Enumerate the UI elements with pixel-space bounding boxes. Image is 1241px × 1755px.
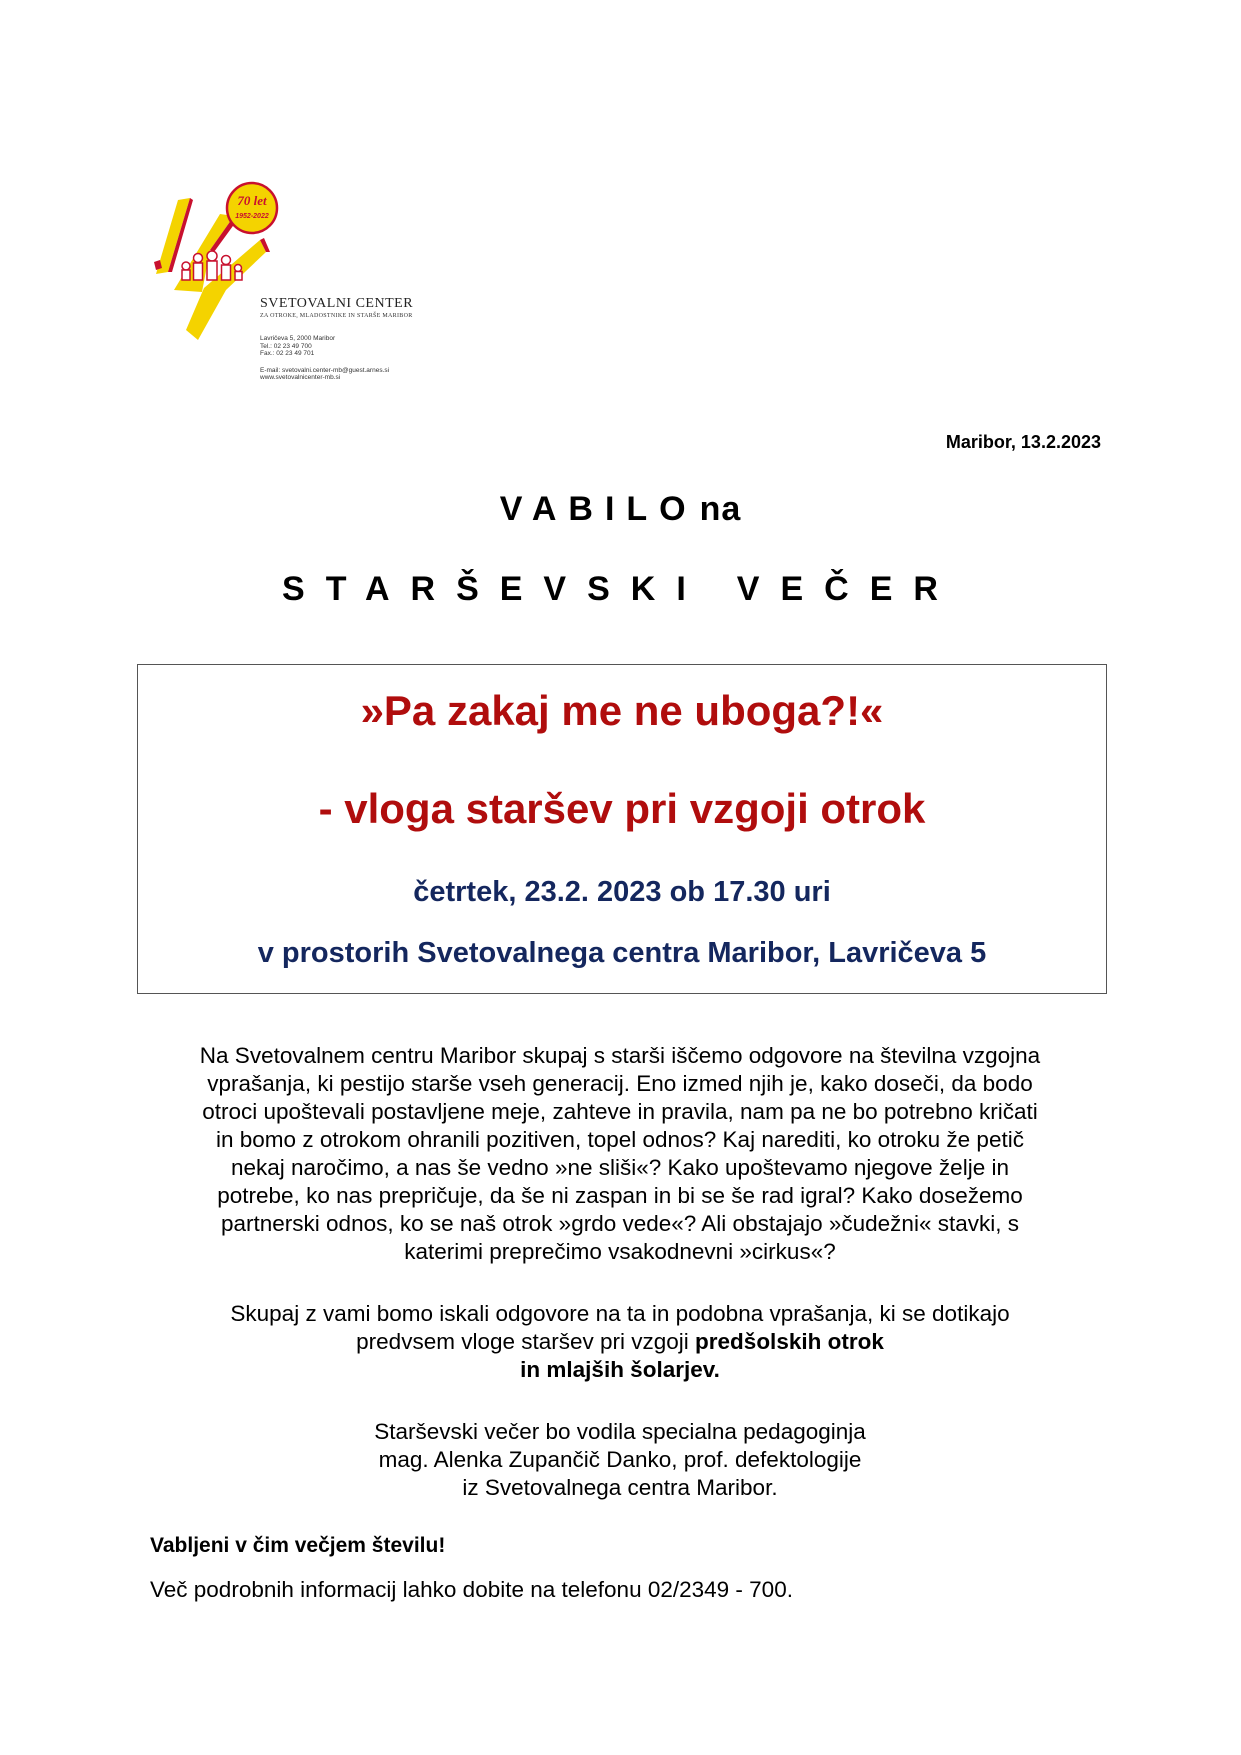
paragraph-topic	[140, 1300, 1100, 1384]
paragraph-line: katerimi preprečimo vsakodnevni »cirkus«?	[404, 1239, 836, 1264]
logo-web: www.svetovalnicenter-mb.si	[260, 374, 341, 381]
paragraph-line: nekaj naročimo, a nas še vedno »ne sliši«? Kako upoštevamo njegove želje in	[231, 1155, 1009, 1180]
title-na-word: na	[699, 490, 742, 528]
title-starsevski-vecer	[0, 570, 1241, 609]
document-date: Maribor, 13.2.2023	[945, 432, 1101, 452]
highlight-preschool: predšolskih otrok	[695, 1329, 884, 1354]
event-box	[137, 664, 1107, 994]
paragraph-line: partnerski odnos, ko se naš otrok »grdo vede«? Ali obstajajo »čudežni« stavki, s	[221, 1211, 1019, 1236]
logo-email: E-mail: svetovalni.center-mb@guest.arnes.si	[260, 366, 390, 374]
paragraph-text: predvsem vloge staršev pri vzgoji	[356, 1329, 696, 1354]
logo-contact-block	[260, 335, 389, 382]
title-starsevski-word: STARŠEVSKI	[282, 570, 707, 608]
logo-address: Lavričeva 5, 2000 Maribor	[260, 335, 336, 342]
event-location: v prostorih Svetovalnega centra Maribor, Lavričeva 5	[257, 937, 987, 969]
paragraph-line: otroci upoštevali postavljene meje, zahteve in pravila, nam pa ne bo potrebno kričati	[202, 1099, 1038, 1124]
logo-subtitle: ZA OTROKE, MLADOSTNIKE IN STARŠE MARIBOR	[260, 313, 413, 319]
paragraph-intro	[140, 1042, 1100, 1266]
paragraph-line: Starševski večer bo vodila specialna pedagoginja	[374, 1419, 866, 1444]
title-vabilo	[0, 490, 1241, 529]
badge-text-years: 70 let	[237, 193, 267, 208]
logo-fax: Fax.: 02 23 49 701	[260, 350, 315, 357]
title-vecer-word: VEČER	[736, 570, 959, 608]
logo-name: SVETOVALNI CENTER	[260, 296, 414, 311]
event-datetime: četrtek, 23.2. 2023 ob 17.30 uri	[413, 876, 831, 908]
anniversary-badge-icon	[222, 180, 282, 236]
paragraph-line	[140, 1356, 1100, 1384]
event-subtitle: - vloga staršev pri vzgoji otrok	[318, 785, 926, 832]
closing-invitation: Vabljeni v čim večjem številu!	[150, 1534, 446, 1557]
paragraph-line: iz Svetovalnega centra Maribor.	[462, 1475, 778, 1500]
paragraph-speaker	[140, 1418, 1100, 1502]
paragraph-line: mag. Alenka Zupančič Danko, prof. defektologije	[378, 1447, 862, 1472]
paragraph-line: in bomo z otrokom ohranili pozitiven, topel odnos? Kaj narediti, ko otroku že petič	[216, 1127, 1024, 1152]
logo-tel: Tel.: 02 23 49 700	[260, 342, 312, 350]
event-title: »Pa zakaj me ne uboga?!«	[360, 687, 884, 734]
paragraph-line: Na Svetovalnem centru Maribor skupaj s starši iščemo odgovore na številna vzgojna	[199, 1043, 1041, 1068]
highlight-schoolchildren: in mlajših šolarjev.	[520, 1357, 720, 1382]
paragraph-line	[140, 1328, 1100, 1356]
title-vabilo-word: VABILO	[499, 490, 698, 528]
paragraph-line: potrebe, ko nas prepričuje, da še ni zaspan in bi se še rad igral? Kako dosežemo	[217, 1183, 1023, 1208]
organization-logo	[150, 180, 440, 400]
paragraph-line: Skupaj z vami bomo iskali odgovore na ta in podobna vprašanja, ki se dotikajo	[230, 1301, 1010, 1326]
paragraph-line: vprašanja, ki pestijo starše vseh generacij. Eno izmed njih je, kako doseči, da bodo	[207, 1071, 1033, 1096]
badge-text-dates: 1952-2022	[235, 213, 269, 220]
contact-info: Več podrobnih informacij lahko dobite na telefonu 02/2349 - 700.	[150, 1577, 793, 1602]
